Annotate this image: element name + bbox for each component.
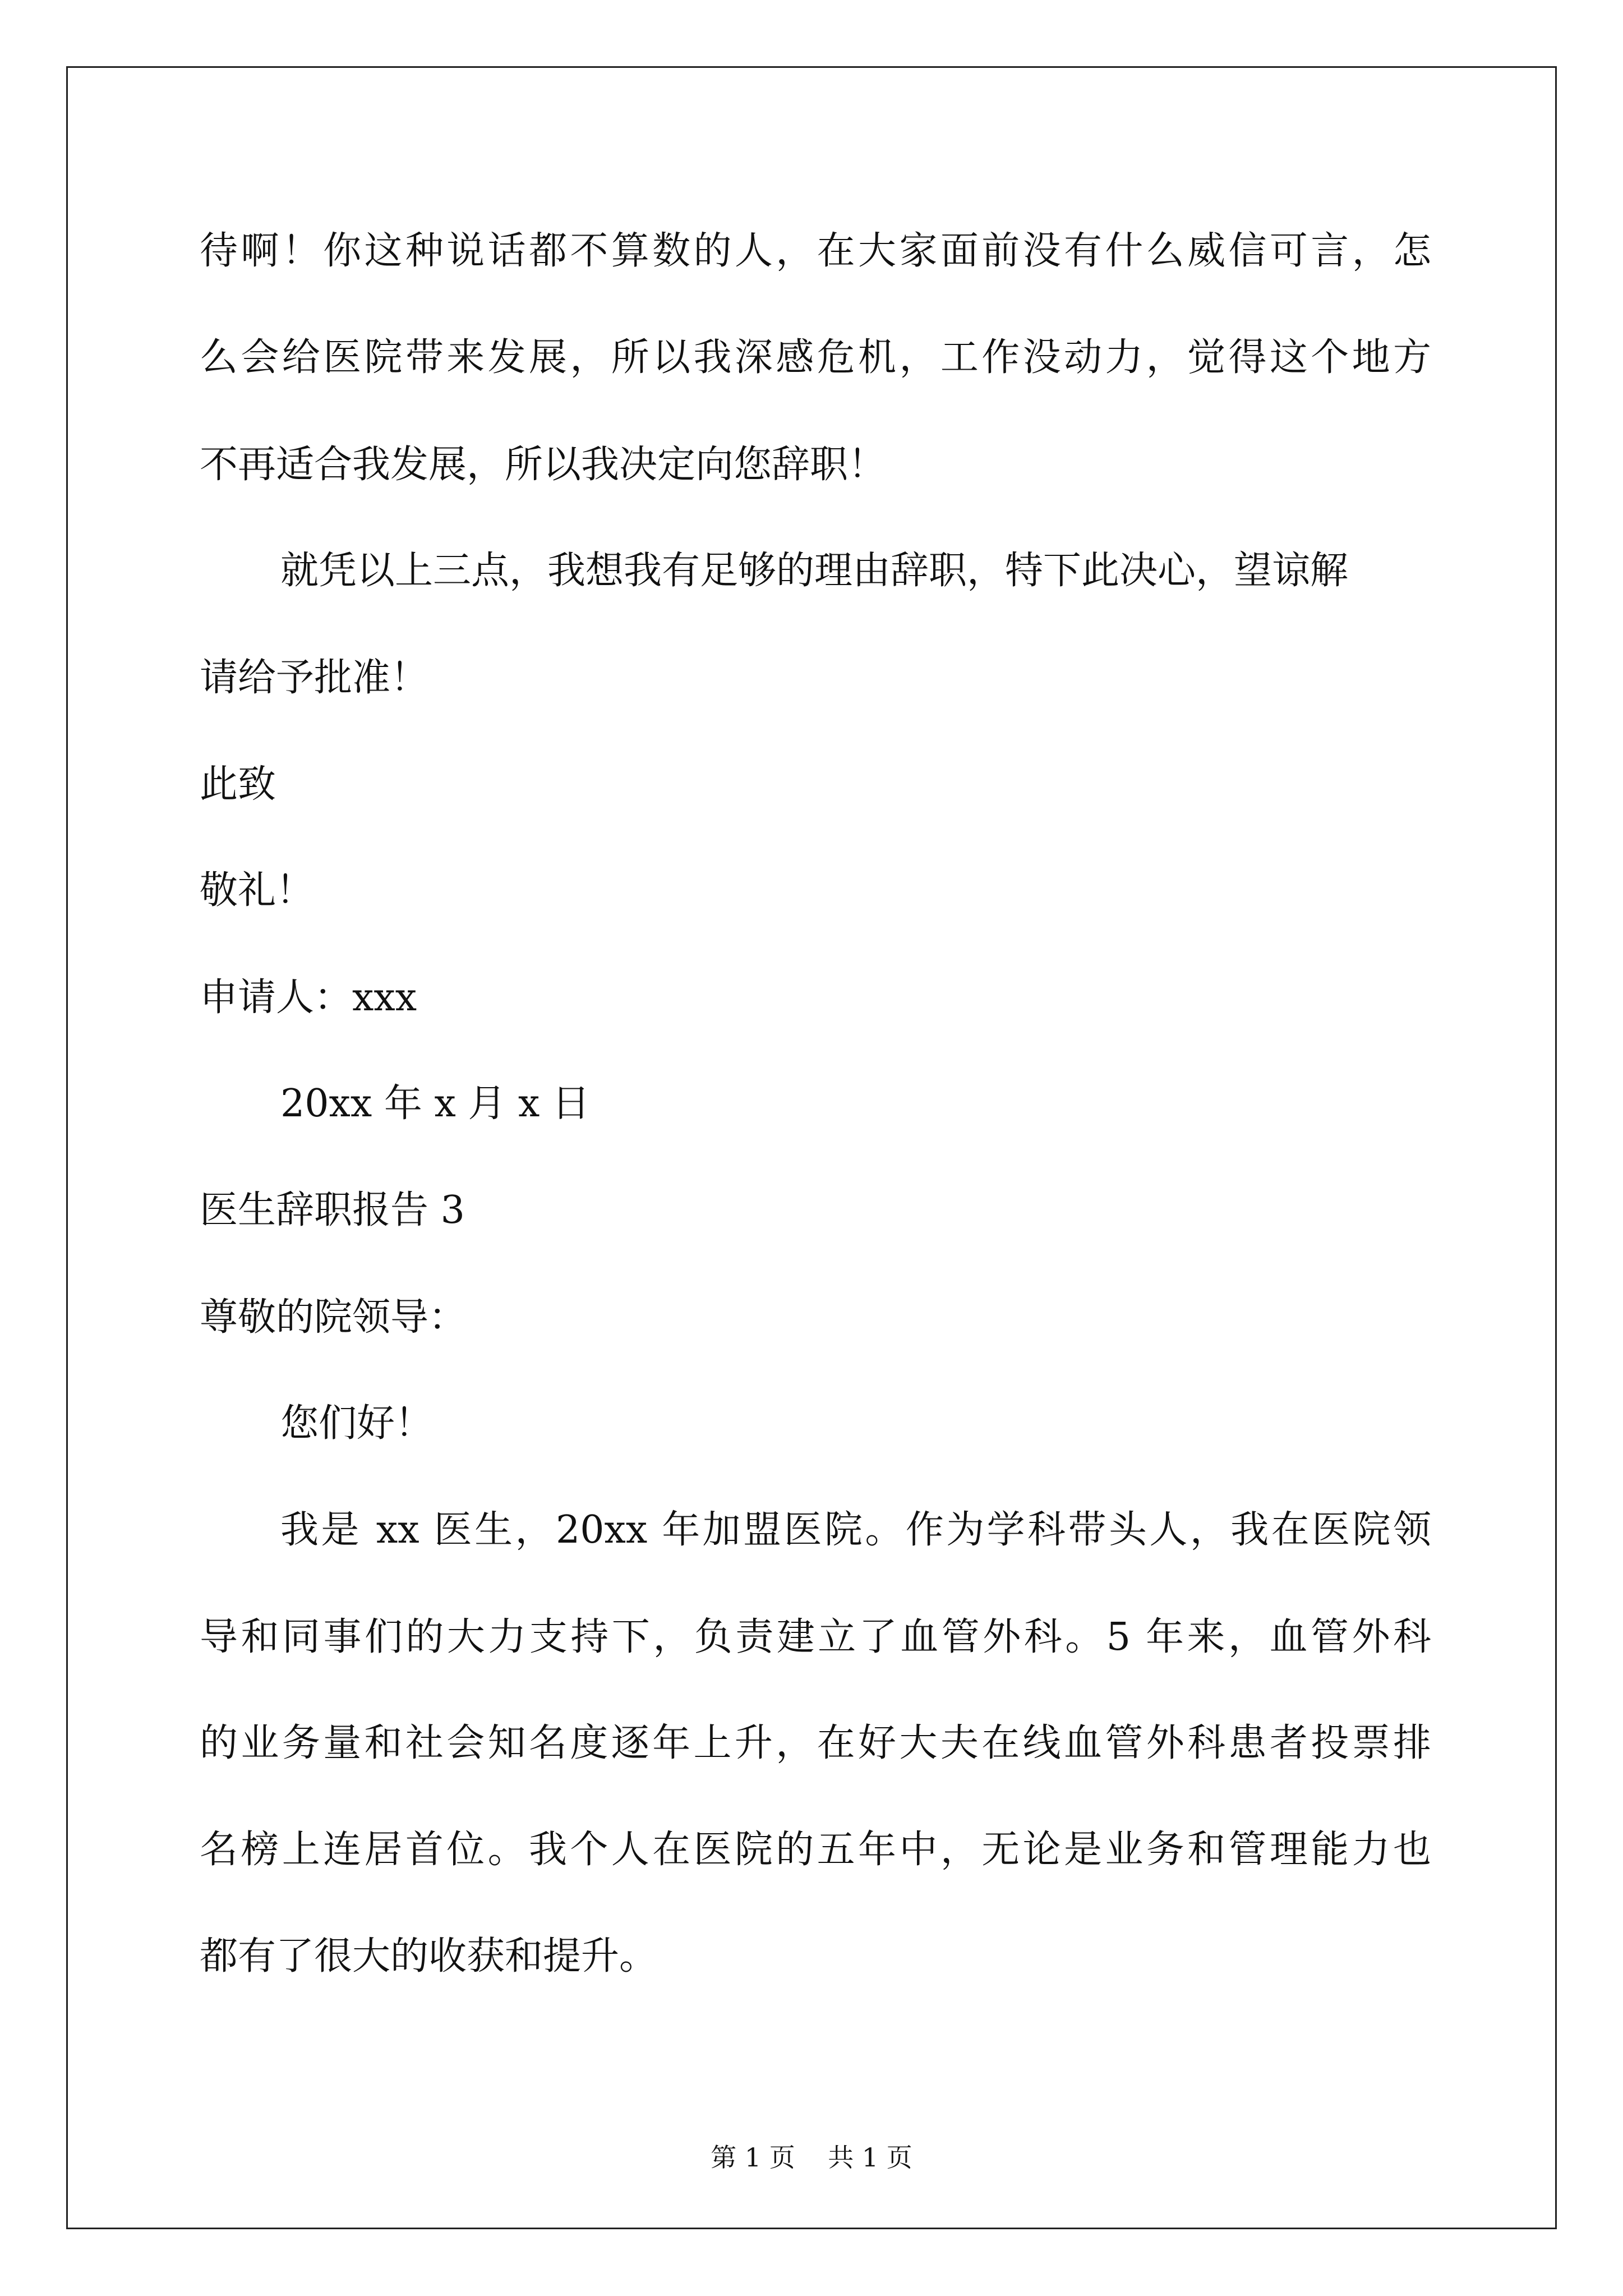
page-border — [66, 66, 1557, 2229]
section-title: 医生辞职报告 3 — [200, 1188, 465, 1232]
page-footer: 第 1 页 共 1 页 — [711, 2142, 912, 2173]
body-line-1: 待啊！你这种说话都不算数的人，在大家面前没有什么威信可言，怎 — [200, 229, 1431, 273]
body-line-15: 的业务量和社会知名度逐年上升，在好大夫在线血管外科患者投票排 — [200, 1721, 1431, 1765]
date-line: 20xx 年 x 月 x 日 — [280, 1082, 591, 1126]
greeting-line: 您们好！ — [280, 1401, 434, 1446]
body-line-16: 名榜上连居首位。我个人在医院的五年中，无论是业务和管理能力也 — [200, 1828, 1431, 1872]
body-line-2: 么会给医院带来发展，所以我深感危机，工作没动力，觉得这个地方 — [200, 335, 1431, 380]
body-line-4: 就凭以上三点，我想我有足够的理由辞职，特下此决心，望谅解 — [280, 549, 1349, 593]
body-line-3: 不再适合我发展，所以我决定向您辞职！ — [200, 443, 887, 487]
body-line-14: 导和同事们的大力支持下，负责建立了血管外科。5 年来，血管外科 — [200, 1615, 1431, 1659]
body-line-13: 我是 xx 医生，20xx 年加盟医院。作为学科带头人，我在医院领 — [280, 1508, 1431, 1552]
body-line-5: 请给予批准！ — [200, 656, 429, 700]
body-line-17: 都有了很大的收获和提升。 — [200, 1934, 658, 1978]
closing-salutation: 此致 — [200, 762, 276, 807]
greeting-addressee: 尊敬的院领导： — [200, 1295, 467, 1340]
applicant-line: 申请人：xxx — [200, 976, 417, 1020]
closing-respect: 敬礼！ — [200, 868, 315, 913]
